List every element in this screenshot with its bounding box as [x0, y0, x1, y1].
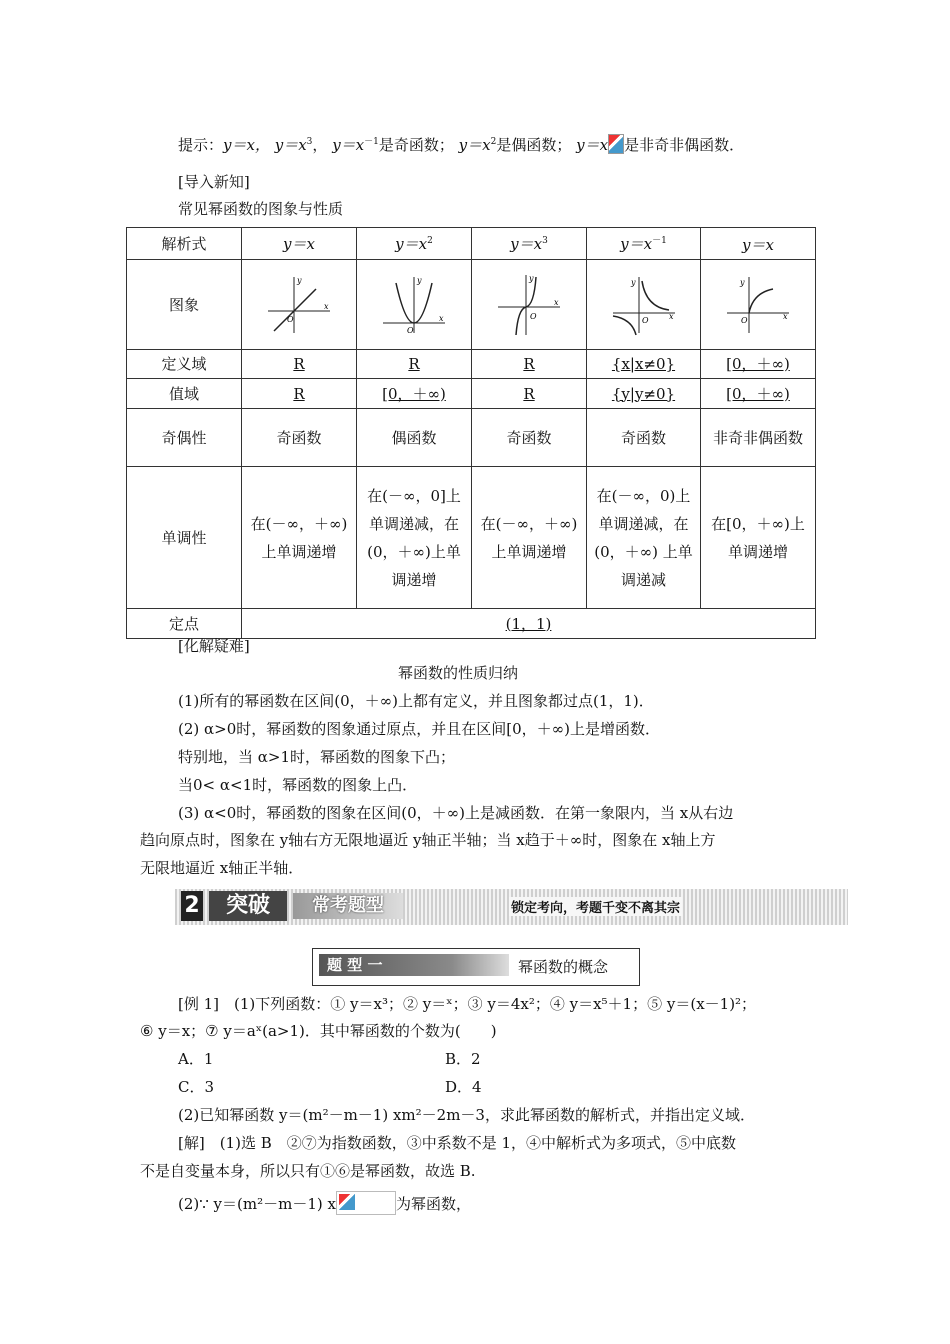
banner-word1: 突破: [209, 891, 287, 921]
range-value: R: [523, 384, 535, 403]
hint-f4: y＝x: [458, 136, 491, 154]
hint-f3-exp: －1: [364, 137, 379, 147]
solution-line: [解] (1)选 B ②⑦为指数函数，③中系数不是 1，④中解析式为多项式，⑤中底数: [178, 1134, 737, 1152]
graph-cell: [242, 260, 357, 350]
origin-label: O: [530, 311, 537, 321]
axis-x-label: x: [554, 297, 559, 307]
solution-line: 不是自变量本身，所以只有①⑥是幂函数，故选 B.: [140, 1162, 476, 1180]
mono-value: 在[0，＋∞)上单调递增: [701, 467, 816, 609]
section-banner: [175, 885, 848, 929]
origin-label: O: [741, 315, 748, 325]
banner-number: 2: [181, 891, 203, 921]
origin-label: O: [287, 314, 294, 324]
axis-y-label: y: [630, 277, 636, 287]
row-label: 定点: [127, 609, 242, 639]
graph-cell: [472, 260, 587, 350]
summary-line: 当0< α<1时，幂函数的图象上凸．: [178, 776, 418, 794]
origin-label: O: [641, 315, 649, 325]
summary-line: (2) α>0时，幂函数的图象通过原点，并且在区间[0，＋∞)上是增函数．: [178, 720, 661, 738]
hint-f2-sep: ，: [312, 136, 328, 154]
header-row: [127, 228, 816, 260]
hint-f3: y＝x: [332, 136, 365, 154]
graph-row: [127, 260, 816, 350]
mono-value: 在(－∞，＋∞)上单调递增: [242, 467, 357, 609]
row-label: 图象: [127, 260, 242, 350]
header-exp: 2: [427, 235, 433, 246]
hint-f1: y＝x，: [223, 136, 270, 154]
example-line: ⑥ y＝x；⑦ y＝aˣ(a>1)．其中幂函数的个数为( ): [140, 1022, 497, 1040]
header-formula: y＝x: [742, 236, 774, 254]
hint-f3-text: 是奇函数；: [378, 136, 454, 154]
header-exp: 3: [542, 235, 548, 246]
row-label: 单调性: [127, 467, 242, 609]
mono-value: 在(－∞，0]上单调递减，在(0，＋∞)上单调递增: [357, 467, 472, 609]
intro-label: [导入新知]: [178, 173, 250, 191]
header-cell: [587, 228, 701, 260]
header-formula: y＝x: [283, 234, 315, 253]
solution-text: (2)∵ y＝(m²－m－1) x: [178, 1195, 336, 1213]
question-type-title: 幂函数的概念: [518, 958, 609, 976]
header-cell: 解析式: [127, 228, 242, 260]
banner-slogan: 锁定考向，考题千变不离其宗: [509, 897, 682, 916]
graph-linear: [264, 273, 334, 337]
axis-y-label: y: [740, 277, 745, 287]
domain-row: [127, 350, 816, 379]
hint-f2-exp: 3: [306, 137, 313, 147]
hint-f5: y＝x: [576, 136, 609, 154]
row-label: 定义域: [127, 350, 242, 379]
summary-title: 幂函数的性质归纳: [398, 664, 519, 682]
header-cell: [472, 228, 587, 260]
range-value: [0，＋∞): [726, 384, 790, 403]
banner-word2: 常考题型: [293, 893, 403, 919]
power-function-table: [126, 227, 816, 639]
mono-value: 在(－∞，＋∞)上单调递增: [472, 467, 587, 609]
range-value: R: [293, 384, 305, 403]
header-formula: y＝x: [510, 234, 543, 253]
option-b: B．2: [445, 1050, 481, 1068]
hint-prefix: 提示：: [178, 136, 224, 154]
summary-line: 无限地逼近 x轴正半轴．: [140, 859, 304, 877]
example-line: (2)已知幂函数 y＝(m²－m－1) xm²－2m－3，求此幂函数的解析式，并指出定义域．: [178, 1106, 755, 1124]
axis-y-label: y: [417, 275, 422, 285]
hint-f4-text: 是偶函数；: [496, 136, 572, 154]
header-formula: y＝x: [620, 234, 653, 253]
hint-f2: y＝x: [274, 136, 307, 154]
summary-line: 趋向原点时，图象在 y轴右方无限地逼近 y轴正半轴；当 x趋于＋∞时，图象在 x轴上方: [140, 831, 716, 849]
row-label: 奇偶性: [127, 409, 242, 467]
axis-x-label: x: [668, 311, 674, 321]
domain-value: R: [408, 355, 420, 373]
range-value: [0，＋∞): [382, 384, 446, 403]
row-label: 值域: [127, 379, 242, 409]
parity-value: 奇函数: [472, 409, 587, 467]
axis-x-label: x: [439, 313, 444, 323]
parity-row: [127, 409, 816, 467]
broken-image-icon: [608, 134, 624, 154]
axis-x-label: x: [783, 311, 788, 321]
domain-value: {x|x≠0}: [611, 355, 676, 373]
graph-cube: [494, 273, 564, 337]
header-formula: y＝x: [395, 234, 428, 253]
graph-cell: [587, 260, 701, 350]
parity-value: 偶函数: [357, 409, 472, 467]
axis-y-label: y: [529, 273, 534, 283]
option-d: D．4: [445, 1078, 482, 1096]
header-cell: [242, 228, 357, 260]
range-value: {y|y≠0}: [611, 384, 676, 403]
clarify-label: [化解疑难]: [178, 637, 250, 655]
graph-cell: [701, 260, 816, 350]
solution-line: [178, 1191, 471, 1215]
summary-line: 特别地，当 α>1时，幂函数的图象下凸；: [178, 748, 456, 766]
question-type-box: [312, 948, 640, 986]
axis-y-label: y: [297, 275, 302, 285]
range-row: [127, 379, 816, 409]
parity-value: 奇函数: [242, 409, 357, 467]
parity-value: 非奇非偶函数: [701, 409, 816, 467]
option-a: A．1: [178, 1050, 214, 1068]
graph-cell: [357, 260, 472, 350]
option-c: C．3: [178, 1078, 215, 1096]
domain-value: R: [293, 355, 305, 373]
question-type-label: 题 型 一: [319, 954, 509, 976]
fixed-point-value: (1，1): [505, 614, 552, 633]
hint-f4-exp: 2: [490, 137, 497, 147]
hint-line: [178, 134, 744, 155]
hint-suffix: 是非奇非偶函数．: [624, 136, 745, 154]
header-cell: [357, 228, 472, 260]
parity-value: 奇函数: [587, 409, 701, 467]
table-title: 常见幂函数的图象与性质: [178, 200, 344, 218]
broken-image-icon: [336, 1191, 396, 1215]
domain-value: R: [523, 355, 535, 373]
header-cell: [701, 228, 816, 260]
origin-label: O: [407, 325, 414, 335]
graph-sqrt: [723, 273, 793, 337]
solution-text: 为幂函数，: [395, 1195, 471, 1213]
mono-value: 在(－∞，0)上单调递减，在(0，＋∞) 上单调递减: [587, 467, 701, 609]
header-exp: －1: [652, 235, 667, 246]
axis-x-label: x: [324, 301, 329, 311]
example-line: [例 1] (1)下列函数：① y＝x³；② y＝ˣ；③ y＝4x²；④ y＝x⁵＋1；⑤ y＝(x－1)²；: [178, 995, 757, 1013]
graph-square: [379, 273, 449, 337]
monotonicity-row: [127, 467, 816, 609]
fixed-point-row: [127, 609, 816, 639]
graph-reciprocal: [609, 273, 679, 337]
summary-line: (1)所有的幂函数在区间(0，＋∞)上都有定义，并且图象都过点(1，1)．: [178, 692, 654, 710]
domain-value: [0，＋∞): [726, 355, 790, 373]
summary-line: (3) α<0时，幂函数的图象在区间(0，＋∞)上是减函数．在第一象限内，当 x从右边: [178, 804, 734, 822]
